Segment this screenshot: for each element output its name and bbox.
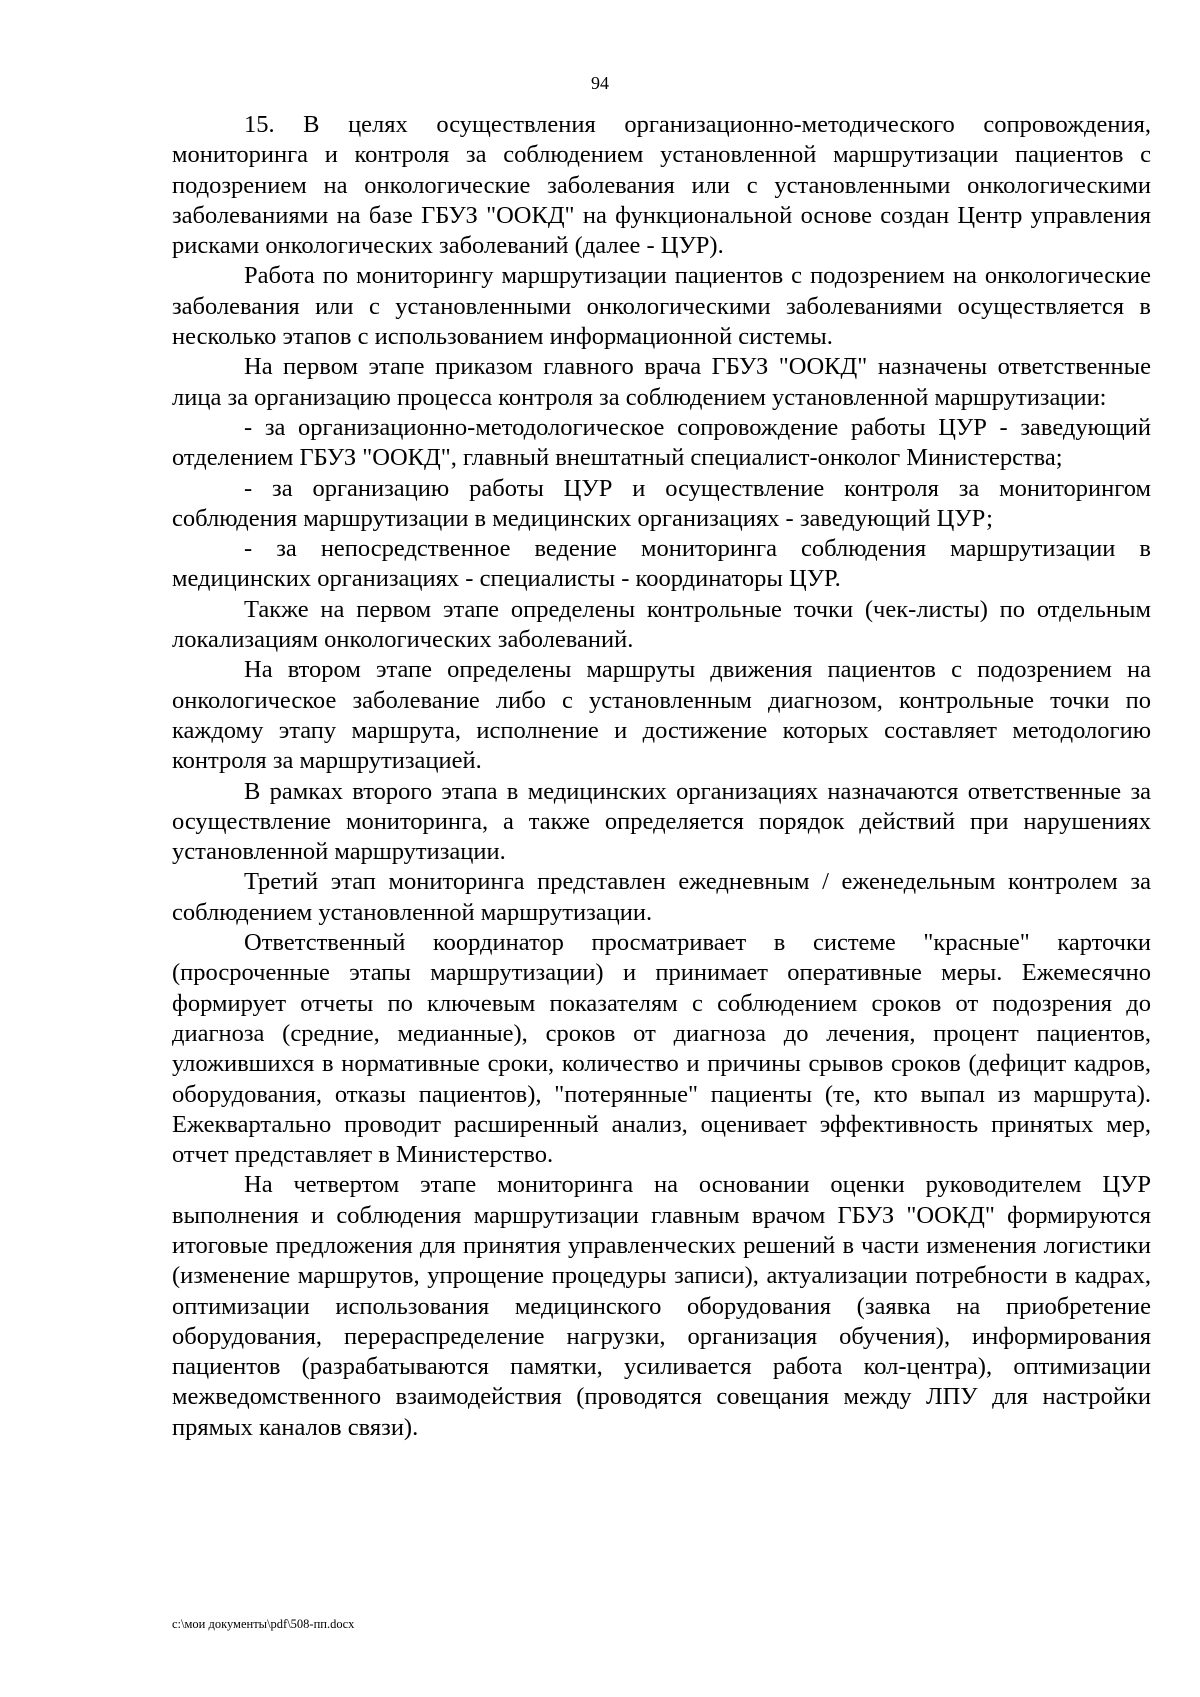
paragraph: Также на первом этапе определены контрольные точки (чек-листы) по отдельным локализациям онкологических заболеваний. [172,595,1151,654]
footer-file-path: c:\мои документы\pdf\508-пп.docx [172,1617,355,1631]
page-number: 94 [591,73,609,93]
document-body [172,110,1151,1443]
paragraph: На четвертом этапе мониторинга на основании оценки руководителем ЦУР выполнения и соблюдения маршрутизации главным врачом ГБУЗ "ООКД" формируются итоговые предложения для принятия управленческих решений в части изменения логистики (изменение маршрутов, упрощение процедуры записи), актуализации потребности в кадрах, оптимизации использования медицинского оборудования (заявка на приобретение оборудования, перераспределение нагрузки, организация обучения), информирования пациентов (разрабатываются памятки, усиливается работа кол-центра), оптимизации межведомственного взаимодействия (проводятся совещания между ЛПУ для настройки прямых каналов связи). [172,1171,1151,1441]
list-item: - за непосредственное ведение мониторинга соблюдения маршрутизации в медицинских организациях - специалисты - координаторы ЦУР. [172,535,1151,593]
list-item: - за организацию работы ЦУР и осуществление контроля за мониторингом соблюдения маршрутизации в медицинских организациях - заведующий ЦУР; [172,474,1151,532]
paragraph: На втором этапе определены маршруты движения пациентов с подозрением на онкологическое заболевание либо с установленным диагнозом, контрольные точки по каждому этапу маршрута, исполнение и достижение которых составляет методологию контроля за маршрутизацией. [172,656,1151,775]
paragraph: Ответственный координатор просматривает в системе "красные" карточки (просроченные этапы маршрутизации) и принимает оперативные меры. Ежемесячно формирует отчеты по ключевым показателям с соблюдением сроков от подозрения до диагноза (средние, медианные), сроков от диагноза до лечения, процент пациентов, уложившихся в нормативные сроки, количество и причины срывов сроков (дефицит кадров, оборудования, отказы пациентов), "потерянные" пациенты (те, кто выпал из маршрута). Ежеквартально проводит расширенный анализ, оценивает эффективность принятых мер, отчет представляет в Министерство. [172,929,1151,1169]
paragraph: В рамках второго этапа в медицинских организациях назначаются ответственные за осуществление мониторинга, а также определяется порядок действий при нарушениях установленной маршрутизации. [172,777,1151,866]
paragraph: На первом этапе приказом главного врача ГБУЗ "ООКД" назначены ответственные лица за организацию процесса контроля за соблюдением установленной маршрутизации: [172,353,1151,411]
paragraph: Третий этап мониторинга представлен ежедневным / еженедельным контролем за соблюдением установленной маршрутизации. [172,868,1151,926]
paragraph: 15. В целях осуществления организационно-методического сопровождения, мониторинга и контроля за соблюдением установленной маршрутизации пациентов с подозрением на онкологические заболевания или с установленными онкологическими заболеваниями на базе ГБУЗ "ООКД" на функциональной основе создан Центр управления рисками онкологических заболеваний (далее - ЦУР). [172,111,1151,260]
list-item: - за организационно-методологическое сопровождение работы ЦУР - заведующий отделением ГБУЗ "ООКД", главный внештатный специалист-онколог Министерства; [172,413,1151,472]
paragraph: Работа по мониторингу маршрутизации пациентов с подозрением на онкологические заболевания или с установленными онкологическими заболеваниями осуществляется в несколько этапов с использованием информационной системы. [172,262,1151,351]
